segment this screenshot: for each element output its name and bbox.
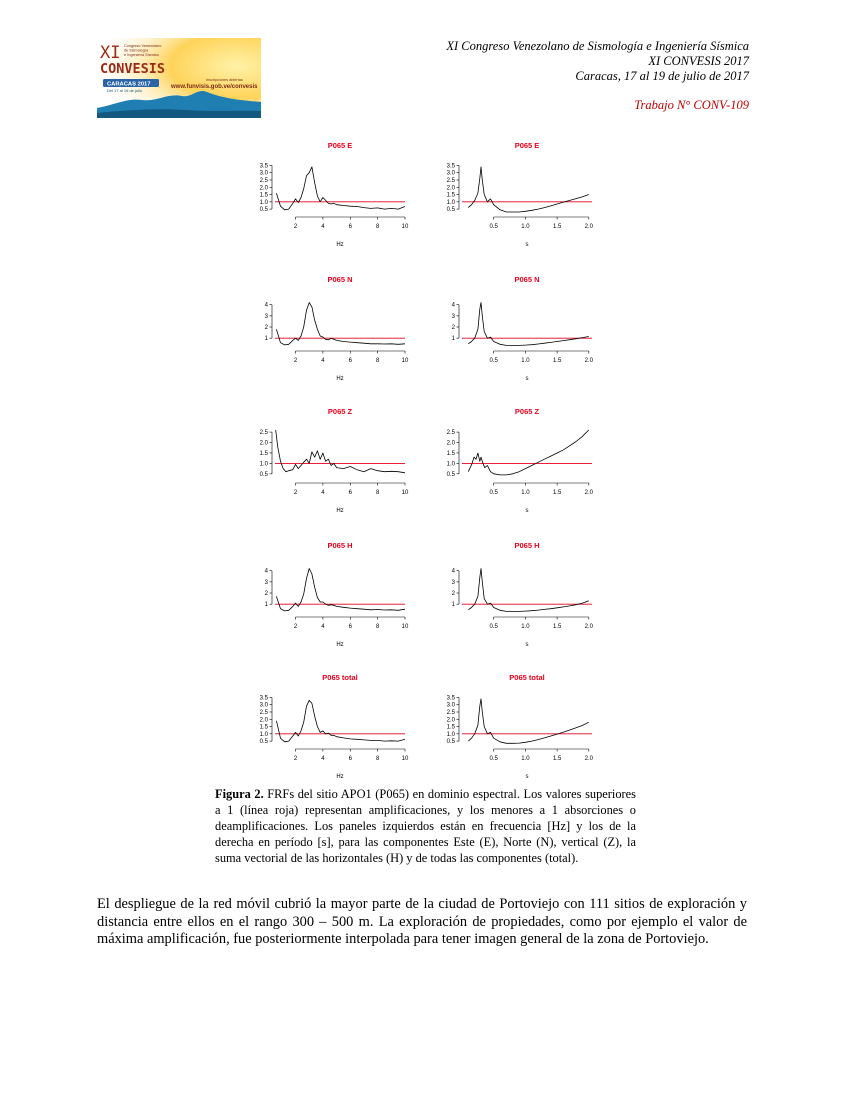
- x-tick-label: 1.0: [521, 490, 530, 496]
- frf-curve: [276, 430, 405, 473]
- y-tick-label: 1.0: [259, 461, 268, 468]
- x-tick-label: 1.0: [521, 624, 530, 630]
- body-paragraph: El despliegue de la red móvil cubrió la mayor parte de la ciudad de Portoviejo con 111 sitios de exploración y distancia entre ellos en el rango 300 – 500 m. La exploración de propiedades, como por ejemplo el valor de máxima amplificación, fue posteriormente interpolada para tener imagen general de la zona de Portoviejo.: [97, 896, 747, 947]
- chart-svg: [432, 136, 602, 268]
- x-tick-label: 1.5: [552, 756, 562, 762]
- y-tick-label: 3: [451, 579, 455, 586]
- y-tick-label: 1: [264, 602, 268, 609]
- y-tick-label: 2.0: [446, 185, 455, 192]
- logo-tagline-3: e Ingeniería Sísmica: [124, 53, 159, 57]
- logo-numeral: XI: [100, 43, 121, 63]
- y-tick-label: 1.0: [259, 199, 268, 206]
- frf-curve: [276, 700, 405, 741]
- x-axis-label: s: [525, 642, 529, 648]
- y-tick-label: 1: [451, 602, 455, 609]
- x-tick-label: 1.0: [521, 358, 530, 364]
- y-tick-label: 4: [451, 568, 455, 575]
- chart-z-period: [432, 402, 602, 534]
- frf-figure: [245, 136, 605, 782]
- x-tick-label: 0.5: [489, 624, 498, 630]
- x-tick-label: 6: [348, 358, 352, 364]
- x-tick-label: 10: [401, 224, 409, 230]
- x-tick-label: 4: [321, 358, 325, 364]
- chart-svg: [432, 536, 602, 668]
- x-axis-label: s: [525, 376, 529, 382]
- x-tick-label: 2: [293, 490, 298, 496]
- x-tick-label: 10: [401, 756, 409, 762]
- y-tick-label: 0.5: [446, 471, 455, 478]
- y-tick-label: 4: [451, 302, 455, 309]
- header-venue-date: Caracas, 17 al 19 de julio de 2017: [575, 69, 749, 83]
- x-tick-label: 4: [321, 490, 325, 496]
- logo-dates: Del 17 al 19 de julio: [107, 88, 143, 93]
- x-tick-label: 2.0: [584, 224, 594, 230]
- chart-title: P065 H: [514, 541, 540, 550]
- logo-website: www.funvisis.gob.ve/convesis: [171, 84, 258, 90]
- x-tick-label: 6: [348, 624, 352, 630]
- y-tick-label: 1: [451, 336, 455, 343]
- chart-svg: [432, 270, 602, 402]
- y-tick-label: 3.0: [446, 170, 455, 177]
- x-tick-label: 8: [375, 224, 380, 230]
- chart-title: P065 E: [514, 141, 540, 150]
- chart-e-period: [432, 136, 602, 268]
- y-tick-label: 3.5: [446, 163, 455, 170]
- x-tick-label: 2: [293, 756, 298, 762]
- chart-h-frequency: [245, 536, 415, 668]
- y-tick-label: 1.5: [446, 724, 455, 731]
- frf-curve: [468, 699, 589, 743]
- y-tick-label: 2.0: [259, 717, 268, 724]
- y-tick-label: 1.0: [446, 199, 455, 206]
- x-tick-label: 4: [321, 756, 325, 762]
- x-tick-label: 6: [348, 756, 352, 762]
- x-axis-label: Hz: [336, 774, 344, 780]
- x-tick-label: 1.0: [521, 224, 530, 230]
- y-tick-label: 2: [451, 325, 455, 332]
- x-tick-label: 1.5: [552, 358, 562, 364]
- x-axis-label: Hz: [336, 242, 344, 248]
- x-tick-label: 0.5: [489, 490, 498, 496]
- y-tick-label: 1.0: [259, 731, 268, 738]
- chart-svg: [245, 536, 415, 668]
- y-tick-label: 3.0: [446, 702, 455, 709]
- frf-curve: [276, 167, 405, 210]
- x-tick-label: 6: [348, 224, 352, 230]
- chart-title: P065 Z: [514, 407, 540, 416]
- x-axis-label: Hz: [336, 642, 344, 648]
- y-tick-label: 2.5: [259, 430, 268, 437]
- chart-title: P065 N: [327, 275, 353, 284]
- y-tick-label: 3: [264, 579, 268, 586]
- y-tick-label: 2.0: [446, 440, 455, 447]
- chart-total-frequency: [245, 668, 415, 800]
- x-tick-label: 8: [375, 756, 380, 762]
- logo-registration: Inscripciones abiertas: [206, 78, 243, 82]
- x-axis-label: s: [525, 508, 529, 514]
- x-tick-label: 4: [321, 624, 325, 630]
- x-tick-label: 2.0: [584, 490, 594, 496]
- logo-tagline-2: de Sismología: [124, 48, 149, 53]
- x-axis-label: s: [525, 242, 529, 248]
- x-tick-label: 10: [401, 358, 409, 364]
- chart-n-period: [432, 270, 602, 402]
- chart-title: P065 H: [327, 541, 353, 550]
- chart-total-period: [432, 668, 602, 800]
- x-axis-label: s: [525, 774, 529, 780]
- page-header: [446, 39, 749, 113]
- x-tick-label: 8: [375, 358, 380, 364]
- header-congress: XI Congreso Venezolano de Sismología e Ingeniería Sísmica: [446, 39, 749, 53]
- x-tick-label: 1.5: [552, 490, 562, 496]
- chart-title: P065 total: [322, 673, 358, 682]
- y-tick-label: 2.5: [446, 710, 455, 716]
- x-tick-label: 1.5: [552, 624, 562, 630]
- y-tick-label: 2.5: [259, 178, 268, 184]
- chart-svg: [245, 136, 415, 268]
- x-tick-label: 6: [348, 490, 352, 496]
- chart-svg: [245, 270, 415, 402]
- logo-city-badge: CARACAS 2017: [107, 81, 151, 88]
- x-tick-label: 0.5: [489, 358, 498, 364]
- y-tick-label: 1.5: [446, 192, 455, 199]
- chart-svg: [432, 668, 602, 800]
- y-tick-label: 1.0: [446, 731, 455, 738]
- y-tick-label: 1.0: [446, 461, 455, 468]
- logo-name: CONVESIS: [100, 61, 166, 77]
- y-tick-label: 1.5: [259, 450, 268, 457]
- y-tick-label: 2: [264, 591, 268, 598]
- chart-svg: [432, 402, 602, 534]
- x-tick-label: 0.5: [489, 756, 498, 762]
- x-tick-label: 2.0: [584, 358, 594, 364]
- y-tick-label: 3.0: [259, 170, 268, 177]
- y-tick-label: 2.0: [259, 440, 268, 447]
- chart-svg: [245, 668, 415, 800]
- x-tick-label: 8: [375, 624, 380, 630]
- y-tick-label: 4: [264, 568, 268, 575]
- x-tick-label: 2: [293, 624, 298, 630]
- y-tick-label: 2.5: [446, 178, 455, 184]
- chart-title: P065 N: [514, 275, 540, 284]
- y-tick-label: 2: [451, 591, 455, 598]
- y-tick-label: 3.5: [259, 163, 268, 170]
- frf-curve: [468, 430, 589, 475]
- y-tick-label: 2.0: [259, 185, 268, 192]
- y-tick-label: 2.5: [259, 710, 268, 716]
- convesis-logo: [97, 38, 261, 118]
- frf-curve: [468, 303, 589, 346]
- y-tick-label: 3.0: [259, 702, 268, 709]
- x-tick-label: 8: [375, 490, 380, 496]
- x-tick-label: 2.0: [584, 756, 594, 762]
- y-tick-label: 1: [264, 336, 268, 343]
- x-axis-label: Hz: [336, 376, 344, 382]
- y-tick-label: 3: [451, 313, 455, 320]
- y-tick-label: 0.5: [259, 739, 268, 746]
- y-tick-label: 2.0: [446, 717, 455, 724]
- chart-n-frequency: [245, 270, 415, 402]
- y-tick-label: 3: [264, 313, 268, 320]
- frf-curve: [468, 167, 589, 212]
- y-tick-label: 1.5: [446, 450, 455, 457]
- chart-e-frequency: [245, 136, 415, 268]
- chart-z-frequency: [245, 402, 415, 534]
- x-tick-label: 10: [401, 624, 409, 630]
- x-tick-label: 10: [401, 490, 409, 496]
- y-tick-label: 0.5: [446, 739, 455, 746]
- x-tick-label: 1.0: [521, 756, 530, 762]
- y-tick-label: 4: [264, 302, 268, 309]
- figure-caption: [215, 786, 636, 866]
- y-tick-label: 1.5: [259, 192, 268, 199]
- y-tick-label: 3.5: [446, 695, 455, 702]
- chart-svg: [245, 402, 415, 534]
- caption-text: FRFs del sitio APO1 (P065) en dominio espectral. Los valores superiores a 1 (línea roja) representan amplificaciones, y los menores a 1 absorciones o deamplificaciones. Los paneles izquierdos están en frecuencia [Hz] y los de la derecha en período [s], para las componentes Este (E), Norte (N), vertical (Z), la suma vectorial de las horizontales (H) y de todas las componentes (total).: [215, 787, 636, 865]
- caption-label: Figura 2.: [215, 787, 264, 801]
- x-tick-label: 0.5: [489, 224, 498, 230]
- y-tick-label: 0.5: [259, 471, 268, 478]
- y-tick-label: 3.5: [259, 695, 268, 702]
- x-tick-label: 2: [293, 224, 298, 230]
- y-tick-label: 0.5: [259, 207, 268, 214]
- header-edition: XI CONVESIS 2017: [648, 54, 749, 68]
- y-tick-label: 2.5: [446, 430, 455, 437]
- chart-title: P065 E: [327, 141, 353, 150]
- x-tick-label: 1.5: [552, 224, 562, 230]
- y-tick-label: 0.5: [446, 207, 455, 214]
- chart-h-period: [432, 536, 602, 668]
- header-paper-number: Trabajo N° CONV-109: [634, 98, 749, 112]
- y-tick-label: 1.5: [259, 724, 268, 731]
- frf-curve: [468, 569, 589, 612]
- chart-title: P065 Z: [327, 407, 353, 416]
- x-tick-label: 4: [321, 224, 325, 230]
- y-tick-label: 2: [264, 325, 268, 332]
- x-tick-label: 2: [293, 358, 298, 364]
- chart-title: P065 total: [509, 673, 545, 682]
- x-axis-label: Hz: [336, 508, 344, 514]
- logo-tagline-1: Congreso Venezolano: [124, 44, 162, 48]
- x-tick-label: 2.0: [584, 624, 594, 630]
